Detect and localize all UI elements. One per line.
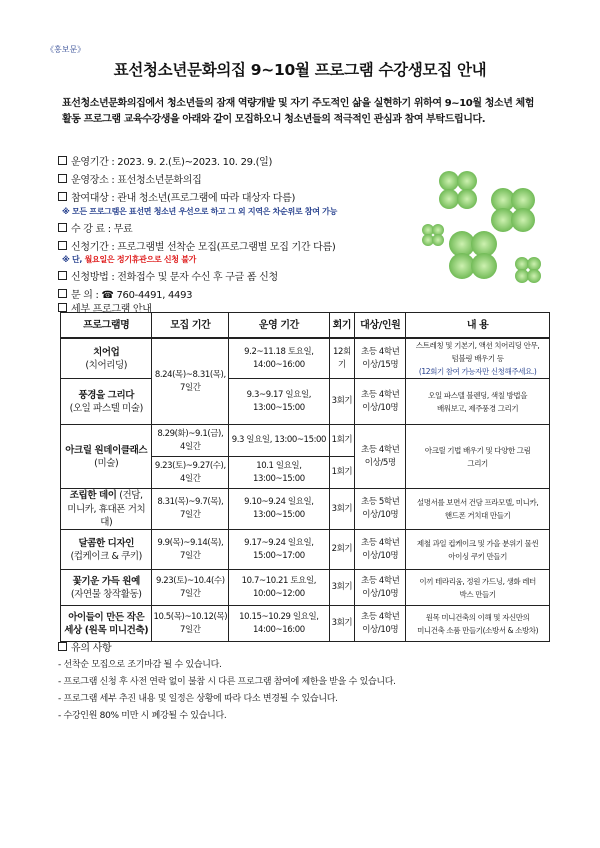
table-header-row [61,313,550,339]
program-name: 꽃기운 가득 원예 [72,575,140,587]
table-header: 회기 [329,313,355,339]
checkbox-square [58,271,67,280]
intro-line-2: 활동 프로그램 교육수강생을 아래와 같이 모집하오니 청소년들의 적극적인 관심과 참여 부탁드립니다. [62,114,486,125]
checkbox-square [58,192,67,201]
table-row: 조립한 데이 (건담, 미니카, 휴대폰 거치대) 8.31(목)~9.7(목), 7일간 9.10~9.24 일요일, 13:00~15:00 3회기 초등 5학년 이상/10명 설명서를 보면서 건담 프라모델, 미니카, 핸드폰 거치대 만들기 [61,489,550,530]
page-title: 표선청소년문화의집 9~10월 프로그램 수강생모집 안내 [113,61,487,79]
program-name: 조립한 데이 [69,490,117,501]
table-row: 풍경을 그리다 (오일 파스텔 미술) 9.3~9.17 일요일, 13:00~15:00 3회기 초등 4학년 이상/10명 오일 파스텔 블렌딩, 색칠 방법을 배워보고, 제주풍경 그리기 [61,379,550,425]
table-row: 9.23(토)~9.27(수), 4일간 10.1 일요일, 13:00~15:00 1회기 [61,457,550,489]
info-period: 운영기간 : 2023. 9. 2.(토)~2023. 10. 29.(일) [58,153,272,168]
table-row: 치어업 (치어리딩) 8.24(목)~8.31(목), 7일간 9.2~11.18 토요일, 14:00~16:00 12회기 초등 4학년 이상/15명 스트레칭 및 기본기, 액션 치어리딩 안무, 텀블링 배우기 등 (12회기 참여 가능자만 신청해주세요.) [61,338,550,379]
notice-item: - 프로그램 세부 추진 내용 및 일정은 상황에 따라 다소 변경될 수 있습니다. [58,694,338,704]
checkbox-square [58,289,67,298]
intro-paragraph [62,96,562,128]
notice-item: - 수강인원 80% 미만 시 폐강될 수 있습니다. [58,711,227,721]
table-header: 운영 기간 [229,313,329,339]
info-apply-note: ※ 단, 월요일은 정기휴관으로 신청 불가 [62,255,197,264]
table-header: 대상/인원 [355,313,406,339]
intro-line-1: 표선청소년문화의집에서 청소년들의 잠재 역량개발 및 자기 주도적인 삶을 실현하기 위하여 9~10월 청소년 체험 [62,98,535,109]
program-table [60,312,550,642]
checkbox-square [58,223,67,232]
clover-illustration [418,150,548,300]
notice-item: - 선착순 모집으로 조기마감 될 수 있습니다. [58,660,222,670]
table-header: 모집 기간 [152,313,229,339]
table-row: 달콤한 디자인 (컵케이크 & 쿠키) 9.9(목)~9.14(목), 7일간 9.17~9.24 일요일, 15:00~17:00 2회기 초등 4학년 이상/10명 제철 과일 컵케이크 및 가을 분위기 물씬 아이싱 쿠키 만들기 [61,530,550,570]
info-contact: 문 의 : ☎ 760-4491, 4493 [58,286,192,301]
checkbox-square [58,642,67,651]
promo-badge: 《홍보문》 [46,45,86,54]
notice-heading: 유의 사항 [58,640,396,657]
checkbox-square [58,156,67,165]
info-place: 운영장소 : 표선청소년문화의집 [58,171,202,186]
notice-item: - 프로그램 신청 후 사전 연락 없이 불참 시 다른 프로그램 참여에 제한을 받을 수 있습니다. [58,677,396,687]
program-name: 치어업 [93,346,120,358]
program-name: 풍경을 그리다 [78,389,135,401]
program-name: 아크릴 원데이클래스 [65,444,148,456]
info-apply-period: 신청기간 : 프로그램별 선착순 모집(프로그램별 모집 기간 다름) [58,238,335,253]
program-name: 달콤한 디자인 [78,537,135,549]
checkbox-square [58,241,67,250]
table-row: 아크릴 원데이클래스 (미술) 8.29(화)~9.1(금), 4일간 9.3 일요일, 13:00~15:00 1회기 초등 4학년 이상/5명 아크릴 기법 배우기 및 다양한 그림 그리기 [61,425,550,457]
checkbox-square [58,174,67,183]
checkbox-square [58,303,67,312]
info-detail: 세부 프로그램 안내 [58,300,152,315]
info-target-note: ※ 모든 프로그램은 표선면 청소년 우선으로 하고 그 외 지역은 차순위로 참여 가능 [62,207,337,216]
program-name: 아이들이 만든 작은 [68,611,145,623]
notice-section [58,640,396,725]
table-header: 내 용 [406,313,550,339]
telephone-icon: ☎ 760-4491, 4493 [101,290,193,301]
info-fee: 수 강 료 : 무료 [58,220,132,235]
info-target: 참여대상 : 관내 청소년(프로그램에 따라 대상자 다름) [58,189,295,204]
table-row: 아이들이 만든 작은 세상 (원목 미니건축) 10.5(목)~10.12(목) 7일간 10.15~10.29 일요일, 14:00~16:00 3회기 초등 4학년 이상/10명 원목 미니건축의 이해 및 자신만의 미니건축 소품 만들기(소방서 & 소방차) [61,606,550,642]
table-row: 꽃기운 가득 원예 (자연물 창작활동) 9.23(토)~10.4(수) 7일간 10.7~10.21 토요일, 10:00~12:00 3회기 초등 4학년 이상/10명 이끼 테라리움, 정원 가드닝, 생화 레터 박스 만들기 [61,570,550,606]
info-method: 신청방법 : 전화접수 및 문자 수신 후 구글 폼 신청 [58,268,278,283]
recruit-period: 8.24(목)~8.31(목), 7일간 [152,338,229,425]
table-header: 프로그램명 [61,313,152,339]
